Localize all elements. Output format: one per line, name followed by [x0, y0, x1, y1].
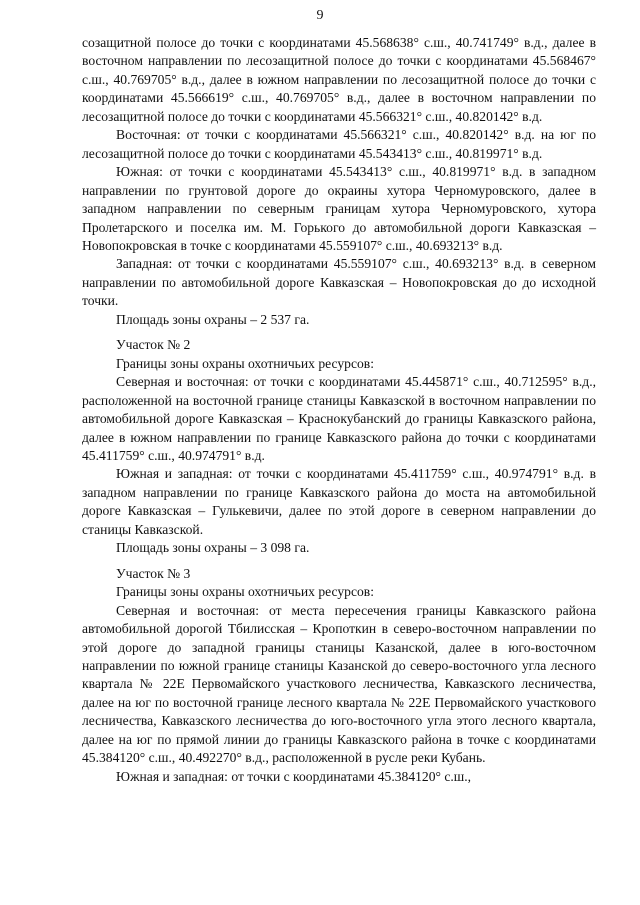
paragraph: Южная и западная: от точки с координатами 45.411759° с.ш., 40.974791° в.д. в западном направлении по границе Кавказского района до моста на автомобильной дороге Кавказская – Гулькевичи, далее по этой дороге в северном направлении до станицы Кавказской. [82, 466, 596, 537]
section-heading: Участок № 3 [116, 565, 191, 581]
zone-area: Площадь зоны охраны – 2 537 га. [116, 311, 310, 327]
paragraph: Южная: от точки с координатами 45.543413° с.ш., 40.819971° в.д. в западном направлении по грунтовой дороге до окраины хутора Черномуровского, далее в западном направлении по северным границам хутора Черномуровского, хутора Пролетарского и поселка им. М. Горького до автомобильной дороги Кавказская – Новопокровская в точке с координатами 45.559107° с.ш., 40.693213° в.д. [82, 164, 596, 253]
document-body [82, 34, 596, 786]
paragraph: созащитной полосе до точки с координатами 45.568638° с.ш., 40.741749° в.д., далее в восточном направлении по лесозащитной полосе до точки с координатами 45.568467° с.ш., 40.769705° в.д., далее в южном направлении по лесозащитной полосе до точки с координатами 45.566619° с.ш., 40.769705° в.д., далее в восточном направлении по лесозащитной полосе до точки с координатами 45.566321° с.ш., 40.820142° в.д. [82, 35, 596, 124]
paragraph: Северная и восточная: от точки с координатами 45.445871° с.ш., 40.712595° в.д., расположенной на восточной границе станицы Кавказской в восточном направлении по автомобильной дороге Кавказская – Краснокубанский до границы Кавказского района, далее в южном направлении по границе Кавказского района до точки с координатами 45.411759° с.ш., 40.974791° в.д. [82, 374, 596, 463]
page-number: 9 [316, 8, 324, 23]
paragraph: Границы зоны охраны охотничьих ресурсов: [116, 355, 374, 371]
paragraph: Восточная: от точки с координатами 45.566321° с.ш., 40.820142° в.д. на юг по лесозащитной полосе до точки с координатами 45.543413° с.ш., 40.819971° в.д. [82, 127, 596, 161]
paragraph: Южная и западная: от точки с координатами 45.384120° с.ш., [116, 768, 472, 784]
paragraph: Границы зоны охраны охотничьих ресурсов: [116, 584, 374, 600]
zone-area: Площадь зоны охраны – 3 098 га. [116, 540, 310, 556]
paragraph: Западная: от точки с координатами 45.559107° с.ш., 40.693213° в.д. в северном направлении по автомобильной дороге Кавказская – Новопокровская до до исходной точки. [82, 256, 596, 309]
section-heading: Участок № 2 [116, 337, 191, 353]
paragraph: Северная и восточная: от места пересечения границы Кавказского района автомобильной дорогой Тбилисская – Кропоткин в северо-восточном направлении по этой дороге до западной границы станицы Казанской, далее в юго-восточном направлении по южной границе станицы Казанской до северо-восточного угла лесного квартала № 22Е Первомайского участкового лесничества, Кавказского лесничества, далее на юг по восточной границе лесного квартала № 22Е Первомайского участкового лесничества, Кавказского лесничества до юго-восточного угла этого лесного квартала, далее на юг по прямой линии до границы Кавказского района в точке с координатами 45.384120° с.ш., 40.492270° в.д., расположенной в русле реки Кубань. [82, 602, 596, 766]
